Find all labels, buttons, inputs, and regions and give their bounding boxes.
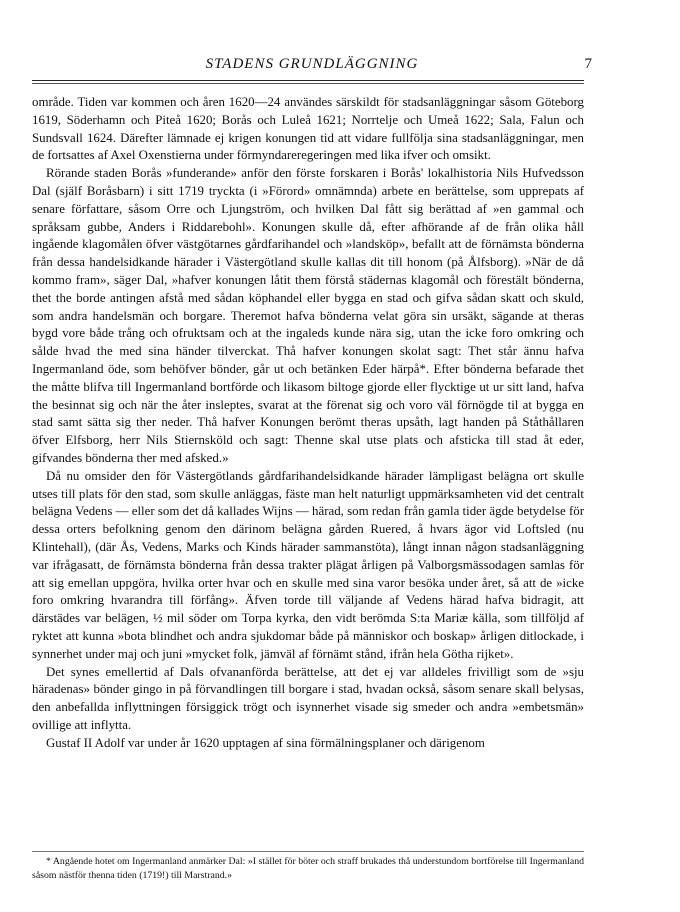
running-title: STADENS GRUNDLÄGGNING: [205, 56, 419, 72]
paragraph: Gustaf II Adolf var under år 1620 upptagen af sina förmälningsplaner och därigenom: [46, 735, 485, 750]
header-rule-secondary: [32, 83, 584, 84]
footnote: [32, 855, 584, 883]
header-rule: [32, 80, 584, 81]
footnote-text: * Angående hotet om Ingermanland anmärker Dal: »I stället för böter och straff brukades thå understundom bortförelse till Ingermanland såsom nästför thenna tiden (1719!) till Marstrand.»: [32, 856, 584, 881]
paragraph: Då nu omsider den för Västergötlands gårdfarihandelsidkande härader lämpligast belägna ort skulle utses till plats för den stad, som skulle anläggas, fäste man helt naturligt uppmärksamheten vid det centralt belägna Vedens — eller som det då kallades Wijns — härad, som redan från gamla tider ägde betydelse för dessa orters befolkning genom den därinom belägna gården Ruered, å hvars ägor vid Loftsled (nu Klintehall), (där Ås, Vedens, Marks och Kinds härader sammanstöta), långt innan någon stadsanläggning var ifrågasatt, de förnämsta bönderna från dessa trakter plägat årligen på Valborgsmässodagen samlas för att sig emellan uppgöra, hvilka orter hvar och en skulle med sina varor besöka under året, så att de »icke foro omkring hvarandra till förfång». Äfven torde till väljande af Vedens härad hafva bidragit, att därstädes var belägen, ½ mil söder om Torpa kyrka, den vidt berömda S:ta Mariæ källa, som tillföljd af ryktet att kunna »bota blindhet och andra sjukdomar både på människor och boskap» årligen ditlockade, i synnerhet under maj och juni »mycket folk, jämväl af förnämt stånd, ifrån hela Götha rijket».: [32, 468, 584, 661]
paragraph: område. Tiden var kommen och åren 1620—24 användes särskildt för stadsanläggningar såsom Göteborg 1619, Söderhamn och Piteå 1620; Borås och Luleå 1621; Norrtelje och Umeå 1622; Sala, Falun och Sundsvall 1624. Därefter lämnade ej krigen konungen tid att vidare fullfölja sina stadsanläggningar, men de fortsattes af Axel Oxenstierna under förmyndareregeringen med lika ifver och omsikt.: [32, 95, 584, 163]
footnote-rule: [32, 851, 584, 852]
paragraph: Rörande staden Borås »funderande» anför den förste forskaren i Borås' lokalhistoria Nils Hufvedsson Dal (själf Boråsbarn) i sitt 1719 tryckta (i »Förord» omnämnda) arbete en berättelse, som upprepats af senare författare, såsom Orre och Ljungström, och hvilken Dal fått sig berättad af »en gammal och språksam gubbe, Anders i Riddarebohl». Konungen skulle då, efter afhörande af de från olika håll ingående klagomålen öfver västgötarnes gårdfarihandel och »landsköp», befallt att de förnämsta bönderna från dessa handelsidkande härader i Västergötland skulle kallas dit till honom (på Ålfsborg). »När de då kommo fram», säger Dal, »hafver konungen låtit them förstå städernas klagomål och förestält bönderna, thet the borde antingen afstå med sådan köphandel eller bygga en stad och gifva sådan skatt och skuld, som andra handelsmän och borgare. Theremot hafva bönderna velat göra sin ursäkt, sägande at theras bygd vore både trång och ofruktsam och at the ingaleds kunde nära sig, utan the icke foro omkring och sålde hvad the med sina händer tilverckat. Thå hafver konungen skolat sagt: Thet står ännu hafva Ingermanland öde, som behöfver bönder, går ut och betänken Eder härpå*. Efter bönderna befarade thet the måtte blifva till Ingermanland bortförde och likasom biltoge gjorde eller flycktige ut ur sitt land, hafva the besinnat sig och när the åter insleptes, svarat at the förenat sig och voro väl förnögde til at bygga en stad samt sätta sig ther neder. Thå hafver Konungen berömt theras upsåth, lagt handen på Ståthållaren öfver Elfsborg, herr Nils Stiernsköld och sagt: Thenne skal utse plats och afsticka till stad åt eder, gifvandes bönderna ther med afsked.»: [32, 166, 584, 465]
body-text: [32, 94, 584, 752]
page-number: 7: [584, 56, 592, 72]
paragraph: Det synes emellertid af Dals ofvananförda berättelse, att det ej var alldeles frivilligt som de »sju häradenas» bönder gingo in på förvandlingen till borgare i stad, hvadan också, såsom senare skall belysas, den anbefallda inflyttningen försiggick trögt och isynnerhet visade sig smeder och andra »embetsmän» ovillige att inflytta.: [32, 664, 584, 732]
